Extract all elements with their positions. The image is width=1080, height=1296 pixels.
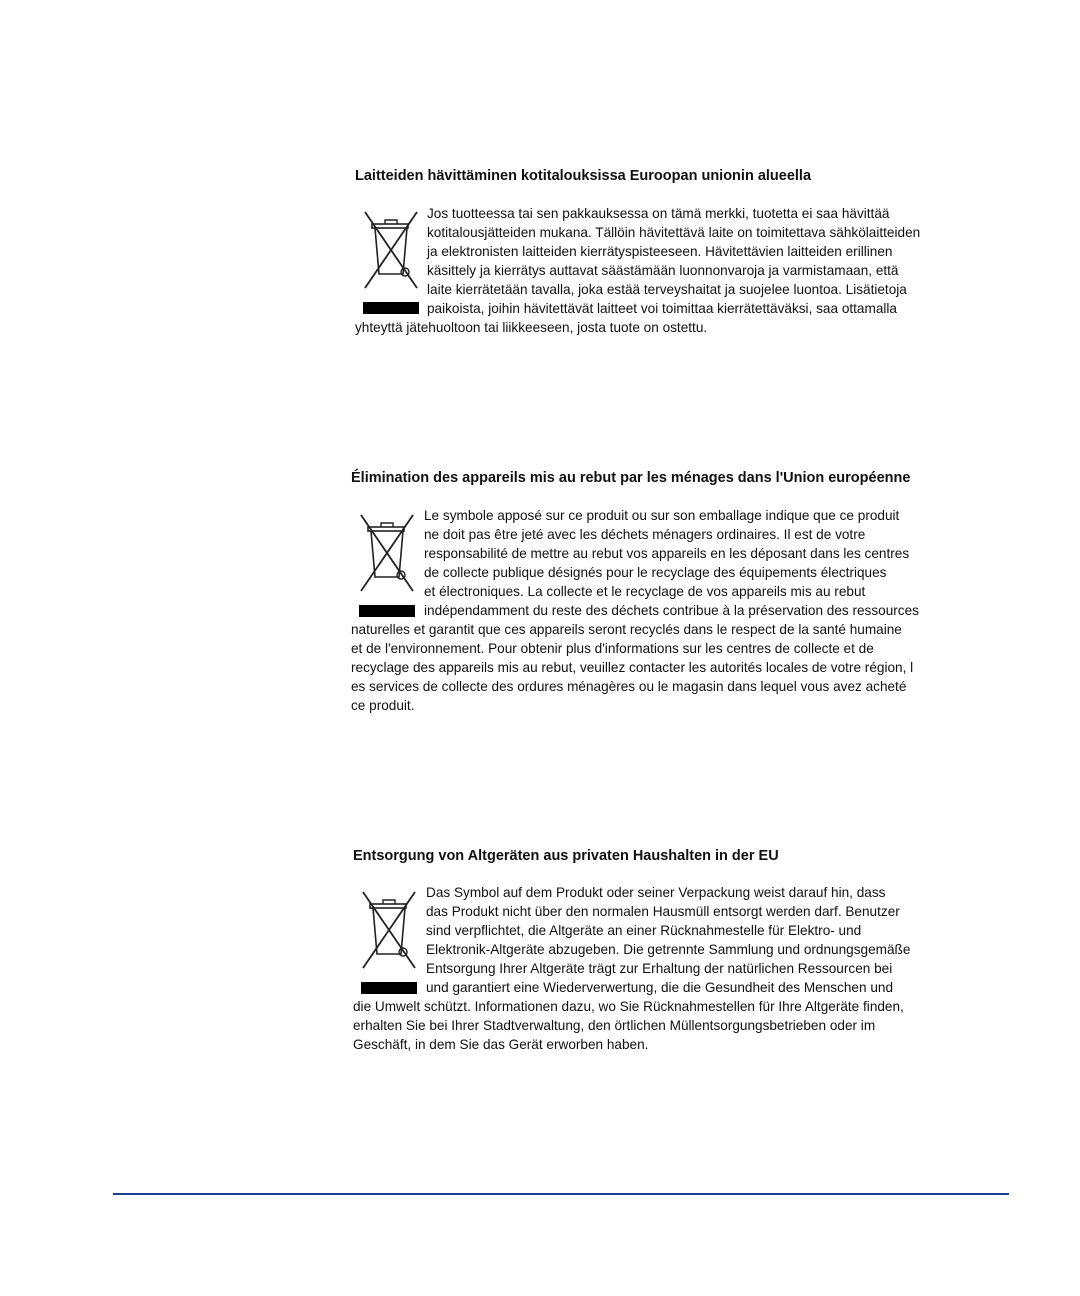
paragraph-line: Das Symbol auf dem Produkt oder seiner Verpackung weist darauf hin, dass <box>426 885 886 900</box>
weee-bin-icon <box>363 208 419 318</box>
paragraph-line: ja elektronisten laitteiden kierrätyspisteeseen. Hävitettävien laitteiden erillinen <box>427 244 893 259</box>
paragraph-line: indépendamment du reste des déchets contribue à la préservation des ressources <box>424 603 919 618</box>
paragraph-line: et électroniques. La collecte et le recyclage de vos appareils mis au rebut <box>424 584 866 599</box>
section-title: Entsorgung von Altgeräten aus privaten Haushalten in der EU <box>353 848 779 864</box>
paragraph-line: sind verpflichtet, die Altgeräte an einer Rücknahmestelle für Elektro- und <box>426 923 862 938</box>
paragraph-line: laite kierrätetään tavalla, joka estää terveyshaitat ja suojelee luontoa. Lisätietoja <box>427 282 907 297</box>
paragraph-line: Jos tuotteessa tai sen pakkauksessa on tämä merkki, tuotetta ei saa hävittää <box>427 206 890 221</box>
paragraph-line: recyclage des appareils mis au rebut, veuillez contacter les autorités locales de votre région, l <box>351 660 914 675</box>
weee-bin-icon <box>361 888 417 998</box>
footer-rule <box>113 1193 1009 1195</box>
paragraph-line: Le symbole apposé sur ce produit ou sur son emballage indique que ce produit <box>424 508 900 523</box>
weee-bar <box>361 982 417 994</box>
paragraph-line: ce produit. <box>351 698 415 713</box>
section-title: Laitteiden hävittäminen kotitalouksissa Euroopan unionin alueella <box>355 168 812 184</box>
paragraph-line: paikoista, joihin hävitettävät laitteet voi toimittaa kierrätettäväksi, saa ottamalla <box>427 301 897 316</box>
weee-bar <box>363 302 419 314</box>
paragraph-line: die Umwelt schützt. Informationen dazu, wo Sie Rücknahmestellen für Ihre Altgeräte finden, <box>353 999 904 1014</box>
weee-bar <box>359 605 415 617</box>
paragraph-line: ne doit pas être jeté avec les déchets ménagers ordinaires. Il est de votre <box>424 527 866 542</box>
paragraph-line: Elektronik-Altgeräte abzugeben. Die getrennte Sammlung und ordnungsgemäße <box>426 942 911 957</box>
paragraph-line: es services de collecte des ordures ménagères ou le magasin dans lequel vous avez acheté <box>351 679 907 694</box>
paragraph-line: yhteyttä jätehuoltoon tai liikkeeseen, josta tuote on ostettu. <box>355 320 708 335</box>
weee-bin-icon <box>359 511 415 621</box>
section-title: Élimination des appareils mis au rebut par les ménages dans l'Union européenne <box>351 470 911 486</box>
paragraph-line: käsittely ja kierrätys auttavat säästämään luonnonvaroja ja varmistamaan, että <box>427 263 899 278</box>
paragraph-line: und garantiert eine Wiederverwertung, die die Gesundheit des Menschen und <box>426 980 894 995</box>
paragraph-line: naturelles et garantit que ces appareils seront recyclés dans le respect de la santé humaine <box>351 622 902 637</box>
paragraph-line: Geschäft, in dem Sie das Gerät erworben haben. <box>353 1037 649 1052</box>
paragraph-line: responsabilité de mettre au rebut vos appareils en les déposant dans les centres <box>424 546 910 561</box>
paragraph-line: kotitalousjätteiden mukana. Tällöin hävitettävä laite on toimitettava sähkölaitteiden <box>427 225 921 240</box>
paragraph-line: et de l'environnement. Pour obtenir plus d'informations sur les centres de collecte et de <box>351 641 874 656</box>
paragraph-line: das Produkt nicht über den normalen Hausmüll entsorgt werden darf. Benutzer <box>426 904 900 919</box>
paragraph-line: erhalten Sie bei Ihrer Stadtverwaltung, den örtlichen Müllentsorgungsbetrieben oder im <box>353 1018 876 1033</box>
paragraph-line: Entsorgung Ihrer Altgeräte trägt zur Erhaltung der natürlichen Ressourcen bei <box>426 961 893 976</box>
paragraph-line: de collecte publique désignés pour le recyclage des équipements électriques <box>424 565 887 580</box>
